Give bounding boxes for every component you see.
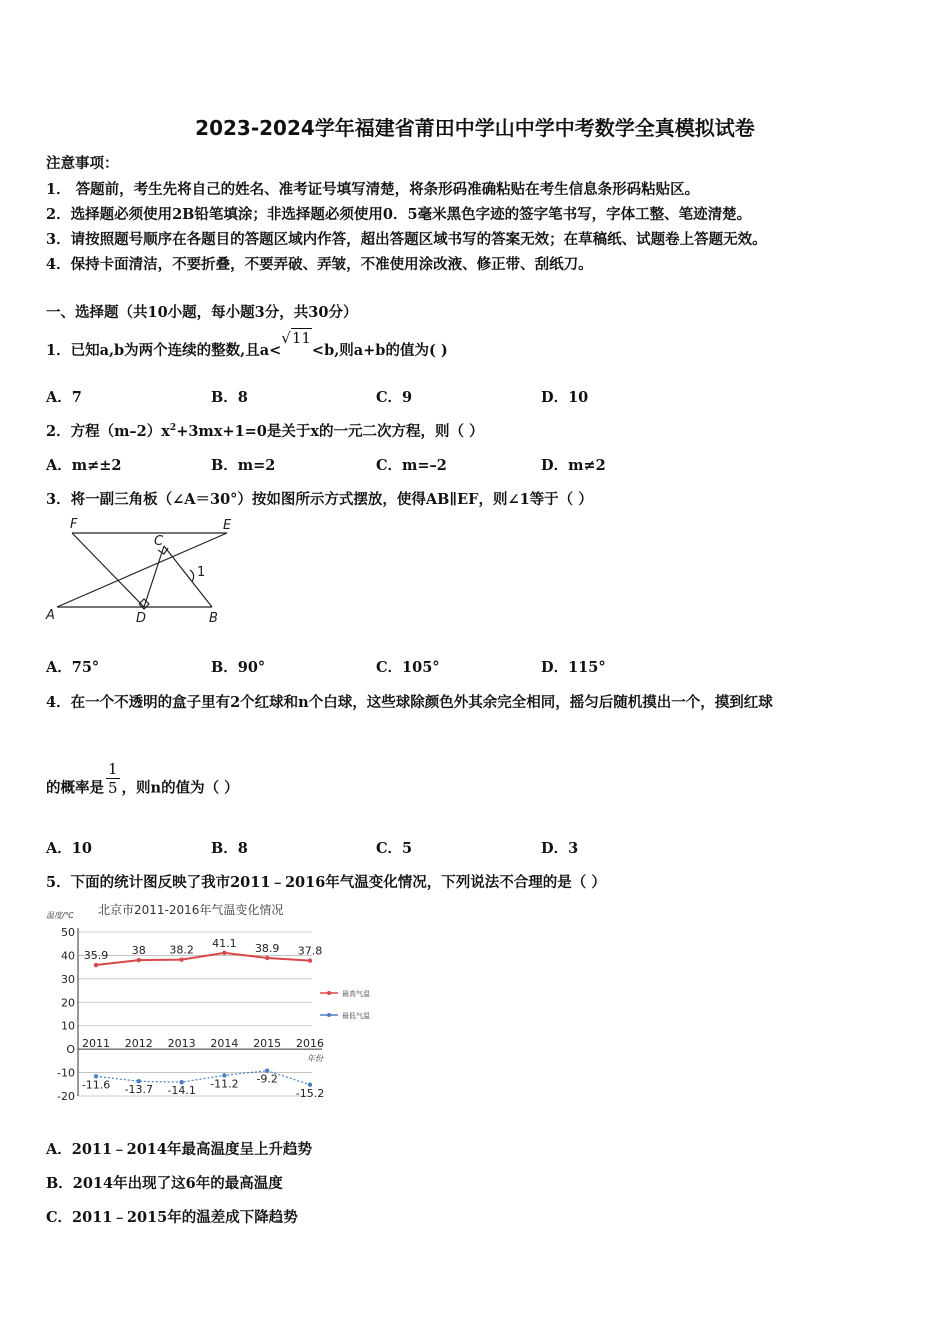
q4-text-pre: 的概率是 [46, 779, 104, 797]
label-c: C [154, 534, 164, 549]
data-label: 38.2 [169, 943, 194, 957]
q2-option-c[interactable]: C．m=–2 [376, 457, 447, 474]
question-2 [46, 420, 484, 441]
x-tick-label: 2013 [167, 1037, 196, 1051]
fraction [106, 760, 120, 797]
page-title: 2023-2024学年福建省莆田中学山中学中考数学全真模拟试卷 [195, 116, 755, 140]
y-tick-label: 50 [61, 926, 75, 939]
q2-option-a[interactable]: A．m≠±2 [46, 457, 122, 474]
q1-option-d[interactable]: D．10 [541, 389, 589, 406]
q1-text-pre: 1．已知a,b为两个连续的整数,且a< [46, 342, 282, 359]
data-label: -14.1 [167, 1084, 196, 1098]
note-item: 3．请按照题号顺序在各题目的答题区域内作答，超出答题区域书写的答案无效；在草稿纸、试题卷上答题无效。 [46, 231, 767, 248]
data-point [179, 957, 183, 961]
q2-option-b[interactable]: B．m=2 [211, 457, 276, 474]
x-tick-label: 2015 [253, 1037, 282, 1051]
data-label: 38 [131, 944, 146, 958]
y-tick-label: 20 [61, 996, 75, 1010]
label-e: E [223, 518, 232, 533]
q2-option-d[interactable]: D．m≠2 [541, 457, 606, 474]
y-tick-label: O [66, 1043, 75, 1057]
q1-option-b[interactable]: B．8 [211, 389, 248, 406]
data-label: 38.9 [254, 942, 280, 956]
note-item: 4．保持卡面清洁，不要折叠，不要弄破、弄皱，不准使用涂改液、修正带、刮纸刀。 [46, 256, 593, 273]
data-point [308, 958, 312, 962]
q4-option-c[interactable]: C．5 [376, 840, 413, 857]
legend-marker [327, 991, 331, 995]
q2-exponent: 2 [169, 423, 177, 434]
data-label: -11.2 [210, 1077, 239, 1091]
data-point [94, 963, 98, 967]
chart-title: 北京市2011-2016年气温变化情况 [98, 903, 284, 917]
data-point [265, 956, 269, 960]
data-label: 37.8 [297, 944, 323, 958]
y-tick-label: 40 [61, 949, 75, 963]
q4-text-post: ，则n的值为（ ） [121, 779, 239, 797]
question-4-line-2 [46, 760, 239, 807]
q5-option-a[interactable]: A．2011﹣2014年最高温度呈上升趋势 [46, 1141, 312, 1158]
x-tick-label: 2016 [296, 1037, 324, 1051]
q3-option-a[interactable]: A．75° [46, 659, 100, 676]
label-a: A [46, 608, 55, 623]
x-tick-labels [82, 1037, 324, 1050]
y-axis-label: 温度/℃ [46, 911, 74, 920]
data-label: -15.2 [295, 1086, 325, 1100]
notes-heading: 注意事项： [46, 155, 119, 172]
x-tick-label: 2011 [82, 1037, 110, 1051]
q3-option-b[interactable]: B．90° [211, 659, 266, 676]
q4-option-b[interactable]: B．8 [211, 840, 248, 857]
x-tick-label: 2012 [124, 1037, 153, 1051]
question-5: 5．下面的统计图反映了我市2011﹣2016年气温变化情况，下列说法不合理的是（ ） [46, 874, 606, 891]
q4-option-d[interactable]: D．3 [541, 840, 579, 857]
legend [320, 989, 370, 1020]
y-tick-label: 10 [61, 1019, 75, 1033]
label-d: D [136, 611, 147, 626]
y-tick-label: -20 [57, 1090, 75, 1103]
series-group [82, 937, 324, 1100]
label-b: B [209, 611, 218, 626]
y-tick-label: 30 [61, 972, 75, 986]
q5-option-c[interactable]: C．2011﹣2015年的温差成下降趋势 [46, 1209, 298, 1226]
q1-option-c[interactable]: C．9 [376, 389, 413, 406]
data-label: -9.2 [256, 1072, 278, 1086]
question-4-line-1: 4．在一个不透明的盒子里有2个红球和n个白球，这些球除颜色外其余完全相同，摇匀后随机摸出一个，摸到红球 [46, 694, 773, 711]
data-point [222, 951, 226, 955]
note-item: 2．选择题必须使用2B铅笔填涂；非选择题必须使用0．5毫米黑色字迹的签字笔书写，字体工整、笔迹清楚。 [46, 206, 752, 223]
q4-option-a[interactable]: A．10 [46, 840, 92, 857]
legend-label: 最高气温 [342, 990, 370, 998]
q3-option-c[interactable]: C．105° [376, 659, 440, 676]
triangle-figure [40, 512, 250, 632]
y-tick-labels [57, 926, 75, 1103]
sqrt-radicand: 11 [291, 329, 311, 347]
legend-label: 最低气温 [342, 1012, 370, 1020]
data-label: 41.1 [212, 936, 237, 950]
fraction-denominator: 5 [108, 779, 118, 797]
label-f: F [70, 517, 78, 532]
x-axis-label: 年份 [307, 1054, 323, 1063]
data-point [137, 958, 141, 962]
temperature-chart [44, 898, 389, 1110]
question-3: 3．将一副三角板（∠A＝30°）按如图所示方式摆放，使得AB∥EF，则∠1等于（ ） [46, 491, 593, 508]
data-label: -11.6 [81, 1078, 111, 1092]
question-1 [46, 329, 448, 360]
q1-option-a[interactable]: A．7 [46, 389, 82, 406]
note-item: 1． 答题前，考生先将自己的姓名、准考证号填写清楚，将条形码准确粘贴在考生信息条形码粘贴区。 [46, 181, 700, 198]
legend-marker [327, 1013, 331, 1017]
q1-text-post: <b,则a+b的值为( ) [311, 342, 448, 359]
q2-text-post: +3mx+1=0是关于x的一元二次方程，则（ ） [176, 423, 484, 440]
section-heading: 一、选择题（共10小题，每小题3分，共30分） [46, 304, 358, 321]
q3-option-d[interactable]: D．115° [541, 659, 606, 676]
q5-option-b[interactable]: B．2014年出现了这6年的最高温度 [46, 1175, 283, 1192]
line-dc [144, 546, 164, 607]
sqrt-expression: √11 [281, 329, 311, 347]
data-label: -13.7 [124, 1083, 154, 1097]
fraction-numerator: 1 [108, 760, 118, 778]
data-label: 35.9 [83, 949, 109, 963]
x-tick-label: 2014 [210, 1037, 239, 1051]
gridlines [78, 928, 322, 1096]
y-tick-label: -10 [57, 1066, 75, 1080]
q2-text-pre: 2．方程（m–2）x [46, 423, 170, 440]
label-angle-1: 1 [197, 565, 206, 580]
